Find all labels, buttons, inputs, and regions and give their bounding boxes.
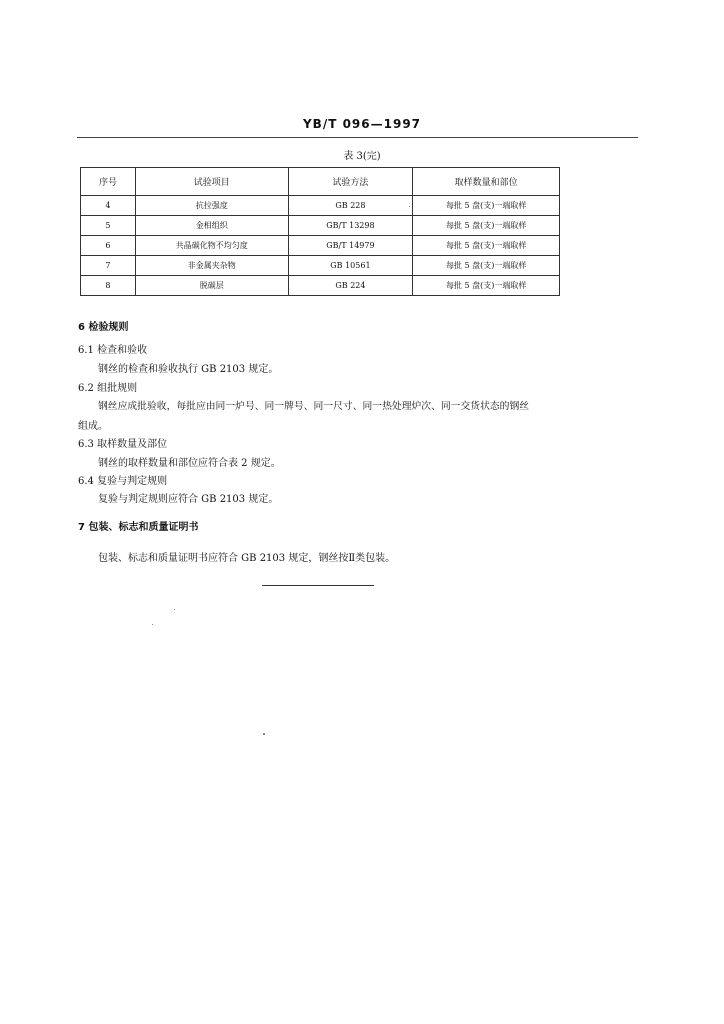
section-6-4-body: 复验与判定规则应符合 GB 2103 规定。 [98,494,279,505]
table-row [81,196,560,216]
section-6-heading: 6 检验规则 [78,322,129,333]
row-number: 8 [81,276,136,296]
header-cell-test-item: 试验项目 [135,168,288,196]
test-method: GB/T 14979 [288,236,413,256]
section-6-2-heading: 6.2 组批规则 [78,383,138,394]
sampling: 每批 5 盘(支)一端取样 [413,256,560,276]
section-6-2-body-line2: 组成。 [78,421,108,432]
document-code: YB/T 096—1997 [302,117,422,131]
row-number: 5 [81,216,136,236]
scan-speck [152,624,153,625]
section-6-1-body: 钢丝的检查和验收执行 GB 2103 规定。 [98,364,279,375]
table-row [81,216,560,236]
row-number: 4 [81,196,136,216]
end-rule [262,585,374,586]
test-method: GB 10561 [288,256,413,276]
test-method: GB/T 13298 [288,216,413,236]
table-row [81,236,560,256]
test-item: 非金属夹杂物 [135,256,288,276]
row-number: 6 [81,236,136,256]
sampling: 每批 5 盘(支)一端取样 [413,196,560,216]
test-item: 金相组织 [135,216,288,236]
sampling: 每批 5 盘(支)一端取样 [413,236,560,256]
test-item: 抗拉强度 [135,196,288,216]
table-row [81,276,560,296]
sampling: 每批 5 盘(支)一端取样 [413,216,560,236]
test-item: 共晶碳化物不均匀度 [135,236,288,256]
section-6-4-heading: 6.4 复验与判定规则 [78,476,168,487]
table-header-row [81,168,560,196]
scan-speck [263,733,265,735]
section-6-1-heading: 6.1 检查和验收 [78,345,148,356]
sampling: 每批 5 盘(支)一端取样 [413,276,560,296]
section-6-2-body-line1: 钢丝应成批验收，每批应由同一炉号、同一牌号、同一尺寸、同一热处理炉次、同一交货状态的钢丝 [98,401,530,412]
test-method: GB 228 [288,196,413,216]
header-cell-number: 序号 [81,168,136,196]
test-table [80,167,560,296]
test-method: GB 224 [288,276,413,296]
section-7-body: 包装、标志和质量证明书应符合 GB 2103 规定，钢丝按Ⅱ类包装。 [98,553,396,564]
section-6-3-body: 钢丝的取样数量和部位应符合表 2 规定。 [98,458,281,469]
row-number: 7 [81,256,136,276]
header-cell-test-method: 试验方法 [288,168,413,196]
section-6-3-heading: 6.3 取样数量及部位 [78,439,168,450]
scan-speck [174,609,175,610]
scan-speck [409,206,410,207]
header-cell-sampling: 取样数量和部位 [413,168,560,196]
test-item: 脱碳层 [135,276,288,296]
table-caption: 表 3(完) [343,151,381,162]
section-7-heading: 7 包装、标志和质量证明书 [78,522,199,533]
header-rule [77,137,638,138]
table-row [81,256,560,276]
